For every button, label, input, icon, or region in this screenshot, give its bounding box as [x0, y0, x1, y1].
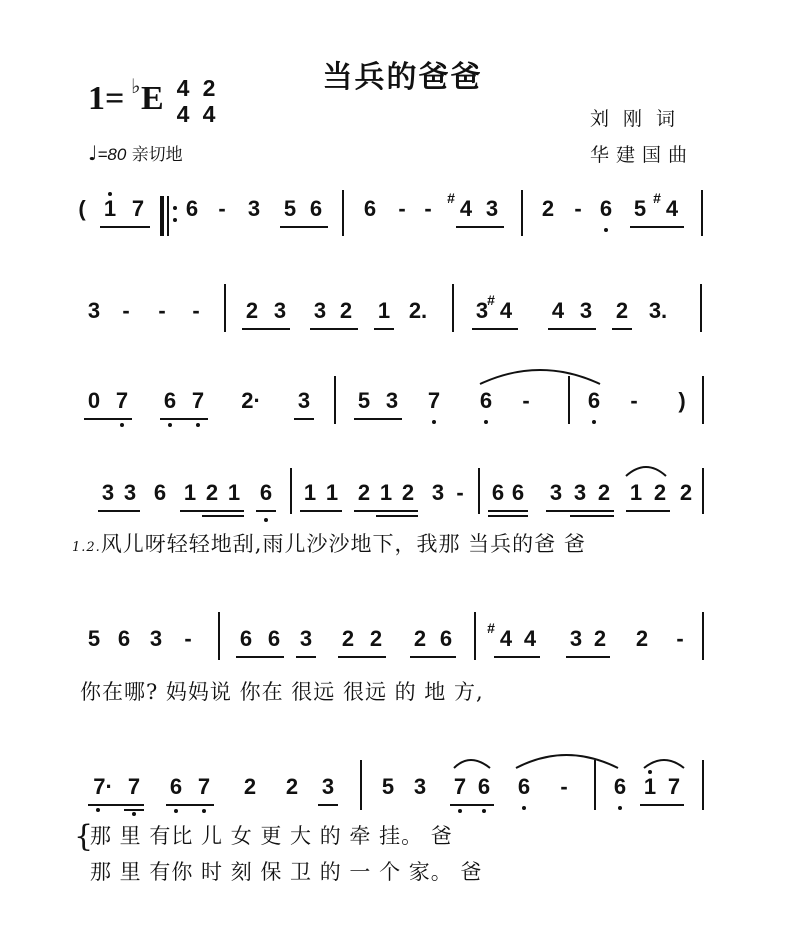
note: 4 — [459, 196, 473, 221]
dash: - — [398, 196, 406, 221]
dash: - — [630, 388, 638, 413]
lyric-text: 风儿呀轻轻地刮,雨儿沙沙地下，我那 当兵的爸 爸 — [100, 532, 586, 556]
note: 1 — [325, 480, 339, 505]
dash: - — [158, 298, 166, 323]
close-paren: ) — [678, 388, 686, 413]
note: 3 — [101, 480, 115, 505]
dash: - — [676, 626, 684, 651]
note-dotted: 3. — [648, 298, 668, 323]
note: 2 — [413, 626, 427, 651]
note: 7 — [115, 388, 129, 413]
composer-credit: 华建国曲 — [590, 144, 695, 166]
note: 6 — [239, 626, 253, 651]
note: 3 — [385, 388, 399, 413]
quarter-note-icon: ♩ — [88, 141, 98, 165]
note: 4 — [665, 196, 679, 221]
lyric-line-3a: 那 里 有比 儿 女 更 大 的 牵 挂。 爸 — [90, 824, 453, 848]
note: 7 — [197, 774, 211, 799]
note: 1 — [183, 480, 197, 505]
note: 4 — [499, 298, 513, 323]
note: 2 — [339, 298, 353, 323]
note: 7 — [191, 388, 205, 413]
slur-curve — [454, 760, 490, 768]
note: 3 — [475, 298, 489, 323]
dash: - — [122, 298, 130, 323]
note: 3 — [549, 480, 563, 505]
lyric-line-3b: 那 里 有你 时 刻 保 卫 的 一 个 家。 爸 — [90, 860, 483, 884]
note: 6 — [267, 626, 281, 651]
dash: - — [192, 298, 200, 323]
expression-mark: 亲切地 — [131, 145, 183, 165]
note: 6 — [491, 480, 505, 505]
note: 2 — [541, 196, 555, 221]
meter-numerator: 2 — [202, 75, 216, 101]
note: 1 — [377, 298, 391, 323]
open-paren: ( — [78, 196, 86, 221]
note: 7 — [127, 774, 141, 799]
note: 6 — [309, 196, 323, 221]
dash: - — [218, 196, 226, 221]
note: 2 — [593, 626, 607, 651]
note: 6 — [259, 480, 273, 505]
note: 6 — [587, 388, 601, 413]
note: 2 — [285, 774, 299, 799]
note: 5 — [381, 774, 395, 799]
slur-curve — [626, 467, 666, 476]
note: 5 — [283, 196, 297, 221]
note: 6 — [511, 480, 525, 505]
note: 2 — [401, 480, 415, 505]
note: 3 — [299, 626, 313, 651]
meter-numerator: 4 — [176, 75, 190, 101]
note: 5 — [87, 626, 101, 651]
lyricist-credit: 刘刚词 — [590, 108, 690, 130]
sharp-icon: # — [447, 190, 455, 206]
note: 1 — [303, 480, 317, 505]
note: 3 — [579, 298, 593, 323]
note: 2 — [597, 480, 611, 505]
note: 7 — [427, 388, 441, 413]
note: 2 — [679, 480, 693, 505]
note: 2 — [653, 480, 667, 505]
note: 6 — [363, 196, 377, 221]
sharp-icon: # — [653, 190, 661, 206]
note: 5 — [357, 388, 371, 413]
verse-number: 1.2. — [72, 540, 101, 555]
note: 3 — [273, 298, 287, 323]
note: 3 — [297, 388, 311, 413]
note: 3 — [313, 298, 327, 323]
note-dotted: 2. — [408, 298, 428, 323]
note: 6 — [479, 388, 493, 413]
note: 3 — [149, 626, 163, 651]
note: 6 — [439, 626, 453, 651]
note: 5 — [633, 196, 647, 221]
dash: - — [560, 774, 568, 799]
note-dotted: 2· — [241, 388, 261, 413]
flat-icon: ♭ — [131, 74, 141, 98]
note: 7 — [667, 774, 681, 799]
note: 2 — [243, 774, 257, 799]
note: 2 — [369, 626, 383, 651]
dash: - — [424, 196, 432, 221]
note: 3 — [123, 480, 137, 505]
note: 4 — [523, 626, 537, 651]
meter-denominator: 4 — [202, 101, 216, 127]
note: 4 — [499, 626, 513, 651]
note: 0 — [87, 388, 101, 413]
sharp-icon: # — [487, 292, 495, 308]
lyric-line-2: 你在哪? 妈妈说 你在 很远 很远 的 地 方, — [80, 680, 484, 704]
note: 4 — [551, 298, 565, 323]
meter-denominator: 4 — [176, 101, 190, 127]
tempo-value: =80 — [97, 145, 127, 164]
note: 1 — [643, 774, 657, 799]
slur-curve — [644, 760, 684, 768]
dash: - — [522, 388, 530, 413]
note: 1 — [379, 480, 393, 505]
note: 3 — [321, 774, 335, 799]
note: 6 — [185, 196, 199, 221]
note: 3 — [431, 480, 445, 505]
note-dotted: 7· — [93, 774, 113, 799]
dash: - — [574, 196, 582, 221]
dash: - — [456, 480, 464, 505]
note: 6 — [599, 196, 613, 221]
note: 6 — [517, 774, 531, 799]
tie-curve — [516, 755, 618, 768]
note: 3 — [413, 774, 427, 799]
note: 1 — [103, 196, 117, 221]
verse-brace: { — [74, 819, 95, 854]
note: 2 — [635, 626, 649, 651]
note: 2 — [615, 298, 629, 323]
note: 3 — [569, 626, 583, 651]
key-prefix: 1= — [88, 80, 125, 117]
note: 3 — [247, 196, 261, 221]
note: 6 — [153, 480, 167, 505]
note: 6 — [613, 774, 627, 799]
note: 3 — [87, 298, 101, 323]
tie-curve — [480, 370, 600, 384]
note: 2 — [341, 626, 355, 651]
note: 2 — [245, 298, 259, 323]
note: 3 — [573, 480, 587, 505]
sharp-icon: # — [487, 620, 495, 636]
note: 6 — [477, 774, 491, 799]
dash: - — [184, 626, 192, 651]
note: 6 — [163, 388, 177, 413]
note: 7 — [131, 196, 145, 221]
note: 6 — [117, 626, 131, 651]
key-note: E — [141, 80, 164, 117]
note: 1 — [227, 480, 241, 505]
note: 3 — [485, 196, 499, 221]
note: 6 — [169, 774, 183, 799]
note: 2 — [357, 480, 371, 505]
note: 7 — [453, 774, 467, 799]
note: 2 — [205, 480, 219, 505]
note: 1 — [629, 480, 643, 505]
song-title: 当兵的爸爸 — [322, 60, 483, 95]
